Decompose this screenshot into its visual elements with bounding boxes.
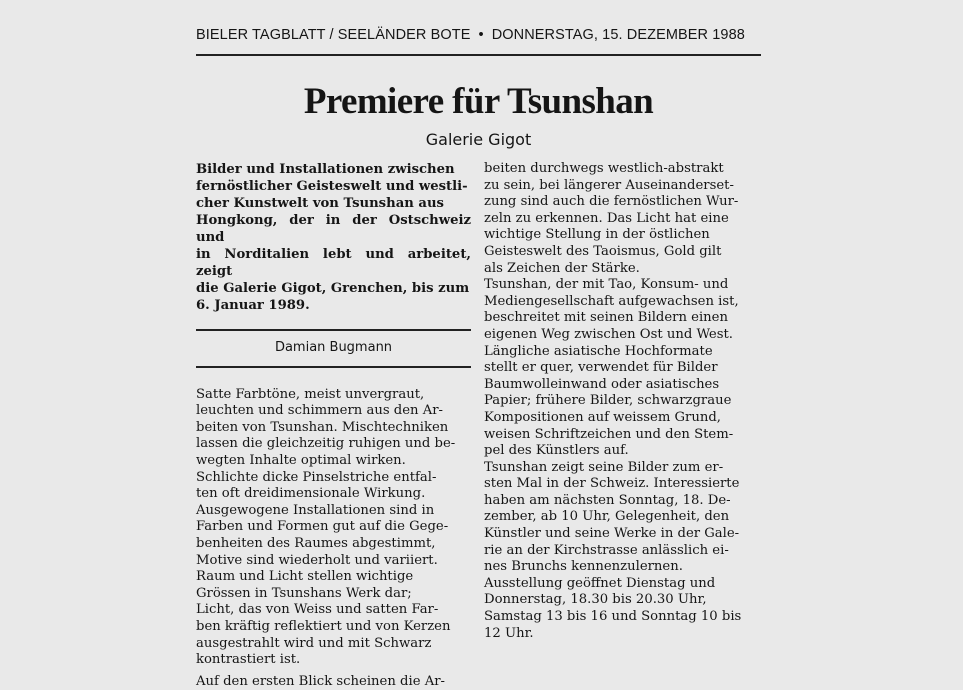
article-paragraph: Tsunshan zeigt seine Bilder zum er- sten Mal in der Schweiz. Interessierte haben am nächsten Sonntag, 18. De- zember, ab 10 Uhr, Gelegenheit, den Künstler und seine Werke in der Gale- rie an der Kirchstrasse anlässlich ei- nes Brunchs kennenzulernen. — [484, 459, 740, 575]
article-paragraph: Ausstellung geöffnet Dienstag und Donnerstag, 18.30 bis 20.30 Uhr, Samstag 13 bis 16 und Sonntag 10 bis 12 Uhr. — [484, 575, 742, 641]
article-subtitle: Galerie Gigot — [425, 130, 532, 149]
article-paragraph: beiten durchwegs westlich-abstrakt zu sein, bei längerer Auseinanderset- zung sind auch die fernöstlichen Wur- zeln zu erkennen. Das Licht hat eine wichtige Stellung in der östlichen Geisteswelt des Taoismus, Gold gilt als Zeichen der Stärke. — [484, 161, 739, 276]
issue-date: DONNERSTAG, 15. DEZEMBER 1988 — [491, 27, 745, 43]
article-lead: Bilder und Installationen zwischen fernöstlicher Geisteswelt und westli- cher Kunstwelt von Tsunshan aus Hongkong, der in der Ostschweiz und in Norditalien lebt und arbeitet, zeigt die Galerie Gigot, Grenchen, bis zum 6. Januar 1989. — [196, 162, 471, 313]
left-column — [196, 161, 471, 690]
article-author: Damian Bugmann — [274, 340, 393, 355]
right-column — [484, 161, 762, 642]
article-paragraph: Tsunshan, der mit Tao, Konsum- und Mediengesellschaft aufgewachsen ist, beschreitet mit seinen Bildern einen eigenen Weg zwischen Ost und West. Längliche asiatische Hochformate stellt er quer, verwendet für Bilder Baumwolleinwand oder asiatisches Papier; frühere Bilder, schwarzgraue Kompositionen auf weissem Grund, weisen Schriftzeichen und den Stem- pel des Künstlers auf. — [484, 277, 739, 459]
header-separator: • — [478, 27, 484, 43]
header-rule — [196, 54, 761, 56]
newspaper-name: BIELER TAGBLATT / SEELÄNDER BOTE — [196, 27, 471, 43]
article-paragraph: Satte Farbtöne, meist unvergraut, leuchten und schimmern aus den Ar- beiten von Tsunshan. Mischtechniken lassen die gleichzeitig ruhigen und be- wegten Inhalte optimal wirken. Schlichte dicke Pinselstriche entfal- ten oft dreidimensionale Wirkung. Ausgewogene Installationen sind in Farben und Formen gut auf die Gege- benheiten des Raumes abgestimmt, Motive sind wiederholt und variiert. Raum und Licht stellen wichtige Grössen in Tsunshans Werk dar; Licht, das von Weiss und satten Far- ben kräftig reflektiert und von Kerzen ausgestrahlt wird und mit Schwarz kontrastiert ist. — [196, 386, 456, 668]
article-paragraph: Auf den ersten Blick scheinen die Ar- — [196, 673, 445, 689]
newspaper-header — [196, 27, 761, 55]
article-title: Premiere für Tsunshan — [303, 81, 654, 122]
